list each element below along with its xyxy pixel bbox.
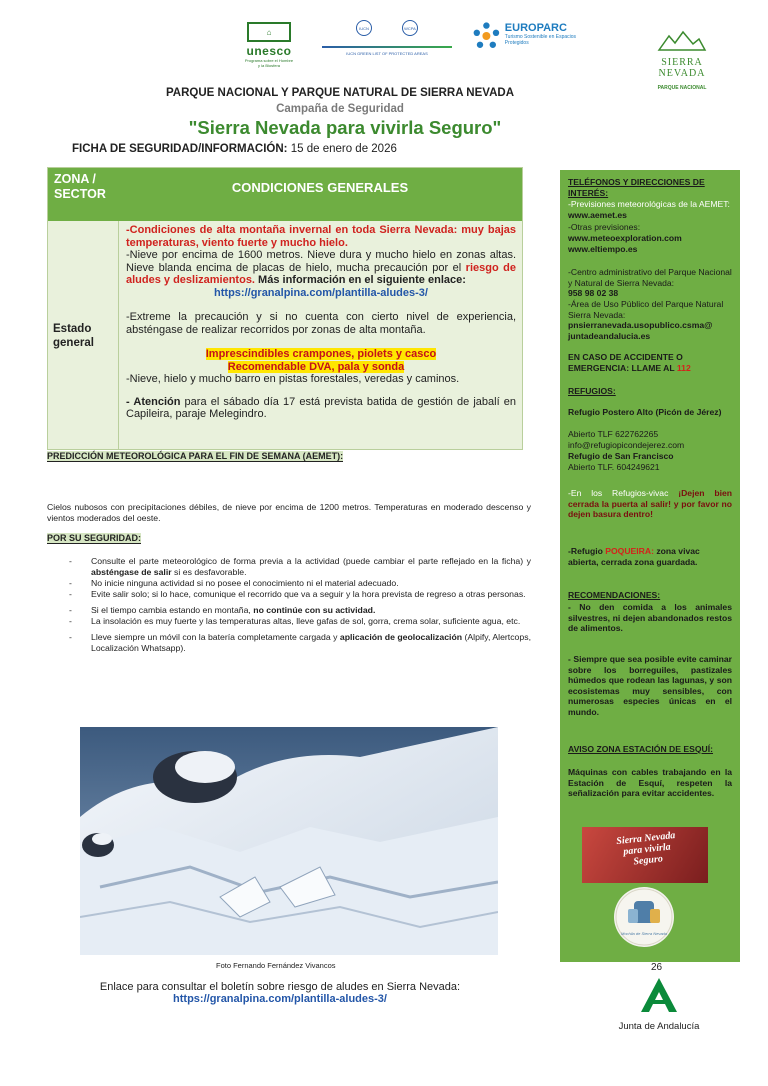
uso-publico-label: -Área de Uso Público del Parque Natural Sierra Nevada: xyxy=(568,299,724,320)
ski-notice-title-text: AVISO ZONA ESTACIÓN DE ESQUÍ: xyxy=(568,744,713,754)
unesco-logo-sub: Programa sobre el Hombre y la Biosfera xyxy=(244,58,294,68)
table-header xyxy=(48,168,522,221)
wcpa-logo-mark: WCPA xyxy=(402,20,418,36)
otras-label: -Otras previsiones: xyxy=(568,222,641,232)
aemet-link[interactable]: www.aemet.es xyxy=(568,209,627,220)
mountain-icon xyxy=(657,30,707,52)
junta-andalucia-text: Junta de Andalucía xyxy=(618,1021,700,1032)
ficha-date: 15 de enero de 2026 xyxy=(290,143,397,155)
sierra-nevada-logo xyxy=(652,30,712,91)
temple-icon: ⌂ xyxy=(247,22,291,42)
weather-forecast-title-text: PREDICCIÓN METEOROLÓGICA PARA EL FIN DE SEMANA (AEMET): xyxy=(47,451,344,461)
campaign-badge-photo xyxy=(582,827,708,883)
safety-item-text: si es desfavorable. xyxy=(171,567,247,577)
snow-conditions-paragraph xyxy=(126,249,516,287)
ski-notice-title xyxy=(568,744,732,755)
safety-item-text: La insolación es muy fuerte y las temperaturas altas, lleve gafas de sol, gorra, crema solar, suficiente agua, etc. xyxy=(91,616,521,626)
campaign-title: Campaña de Seguridad xyxy=(276,103,404,115)
sidebar-phones-title-text: TELÉFONOS Y DIRECCIONES DE INTERÉS: xyxy=(568,177,705,198)
poqueira-label: -Refugio xyxy=(568,546,606,556)
table-conditions-cell xyxy=(119,221,522,449)
avalanche-bulletin-link[interactable]: https://granalpina.com/plantilla-aludes-3/ xyxy=(214,286,428,299)
emergency-number: 112 xyxy=(676,362,691,373)
safety-title-text: POR SU SEGURIDAD: xyxy=(47,533,142,543)
safety-item-text: No inicie ninguna actividad si no posee el conocimiento ni el material adecuado. xyxy=(91,578,399,588)
refugio-postero-alto-email[interactable]: info@refugiopicondejerez.com xyxy=(568,440,685,450)
weather-forecast-text: Cielos nubosos con precipitaciones débiles, de nieve por encima de 1200 metros. Temperaturas en moderado descenso y vientos moderados del oeste. xyxy=(47,502,531,523)
sierra-nevada-line-1: SIERRA xyxy=(661,57,703,68)
ski-notice-text: Máquinas con cables trabajando en la Estación de Esquí, respeten la señalización para evitar accidentes. xyxy=(568,767,732,798)
conditions-table xyxy=(47,167,523,450)
safety-item-bold: absténgase de salir xyxy=(91,567,172,577)
europarc-star-icon xyxy=(472,18,501,54)
aemet-label: -Previsiones meteorológicas de la AEMET: xyxy=(568,199,730,209)
centro-label: -Centro administrativo del Parque Nacional y Natural de Sierra Nevada: xyxy=(568,267,732,288)
sierra-nevada-line-2: NEVADA xyxy=(658,68,706,79)
safety-item-text: Lleve siempre un móvil con la batería completamente cargada y xyxy=(91,632,340,642)
alert-high-mountain: -Condiciones de alta montaña invernal en toda Sierra Nevada: muy bajas temperaturas, viento fuerte y mucho hielo. xyxy=(126,224,516,249)
uso-publico-email[interactable]: pnsierranevada.usopublico.csma@ juntadeandalucia.es xyxy=(568,320,713,341)
refugio-san-francisco-phone: Abierto TLF. 604249621 xyxy=(568,462,660,472)
vivac-notice-text: ¡Dejen bien cerrada la puerta al salir! y por favor no dejen basura dentro! xyxy=(568,488,732,519)
safety-title xyxy=(47,533,141,543)
hunting-notice-label: - Atención xyxy=(126,395,181,408)
snow-slope-illustration xyxy=(80,727,498,955)
safety-item-text: Si el tiempo cambia estando en montaña, xyxy=(91,605,254,615)
row-label-estado-general: Estado general xyxy=(53,323,94,349)
list-item: - Evite salir solo; si lo hace, comunique el recorrido que va a seguir y la hora prevista de regreso a otras personas. xyxy=(69,589,531,600)
iucn-logo-mark: IUCN xyxy=(356,20,372,36)
more-info-text: Más información en el siguiente enlace: xyxy=(255,274,466,286)
table-row-label-cell xyxy=(48,221,119,449)
hunting-notice-paragraph xyxy=(126,396,516,421)
photo-caption: Foto Fernando Fernández Vivancos xyxy=(216,961,336,970)
eltiempo-link[interactable]: www.eltiempo.es xyxy=(568,244,638,254)
safety-list xyxy=(69,556,531,654)
recommendations-title-text: RECOMENDACIONES: xyxy=(568,590,661,600)
iucn-caption: IUCN GREEN LIST OF PROTECTED AREAS xyxy=(346,51,428,56)
centro-phone: 958 98 02 38 xyxy=(568,288,619,298)
safety-item-bold: no continúe con su actividad. xyxy=(253,605,376,615)
recommendation-borreguiles: - Siempre que sea posible evite caminar sobre los borreguiles, pastizales húmedos que rodean las lagunas, y son ecosistemas muy sensibles, con numerosas especies únicas en el mundo. xyxy=(568,654,732,717)
snow-avalanche-photo xyxy=(80,727,498,955)
contacts-sidebar xyxy=(560,170,740,962)
campaign-slogan: "Sierra Nevada para vivirla Seguro" xyxy=(188,117,502,138)
list-item: - Lleve siempre un móvil con la batería completamente cargada y aplicación de geolocalización (Alpify, Alertcops, Localización Whatsapp). xyxy=(69,632,531,653)
safety-item-text: Consulte el parte meteorológico de forma previa a la actividad (puede cambiar el parte reflejado en la ficha) y xyxy=(91,556,531,566)
refugio-postero-alto-phone: Abierto TLF 622762265 xyxy=(568,429,659,439)
safety-item-text: Evite salir solo; si lo hace, comunique el recorrido que va a seguir y la hora prevista de regreso a otras personas. xyxy=(91,589,526,599)
backpack-icon xyxy=(614,887,674,947)
bulletin-link[interactable]: https://granalpina.com/plantilla-aludes-3/ xyxy=(173,993,387,1005)
snow-conditions-text: -Nieve por encima de 1600 metros. Nieve dura y mucho hielo en zonas altas. Nieve blanda encima de placas de hielo, mucha precaución por el xyxy=(126,249,516,274)
list-item: - No inicie ninguna actividad si no posee el conocimiento ni el material adecuado. xyxy=(69,578,531,589)
safety-item-text: (Alpify, Alertcops, Localización Whatsapp). xyxy=(91,632,531,653)
mochila-stamp xyxy=(614,887,674,947)
recommendations-title xyxy=(568,590,732,601)
iucn-green-list-logo xyxy=(322,20,452,56)
unesco-logo xyxy=(244,22,294,68)
weather-forecast-title xyxy=(47,451,343,461)
list-item: - La insolación es muy fuerte y las temperaturas altas, lleve gafas de sol, gorra, crema solar, suficiente agua, etc. xyxy=(69,616,531,627)
precaution-paragraph: -Extreme la precaución y si no cuenta con cierto nivel de experiencia, absténgase de realizar recorridos por zonas de alta montaña. xyxy=(126,311,516,336)
vivac-notice-label: -En los Refugios-vivac xyxy=(568,488,679,498)
meteoexploration-link[interactable]: www.meteoexploration.com xyxy=(568,233,682,243)
mochila-stamp-text: Mochila de Sierra Nevada xyxy=(620,931,668,936)
equipment-recommended-highlight: Recomendable DVA, pala y sonda xyxy=(227,360,405,373)
vivac-notice xyxy=(568,488,732,520)
sierra-nevada-subtitle: PARQUE NACIONAL xyxy=(657,85,707,91)
poqueira-name: POQUEIRA: xyxy=(605,546,654,556)
list-item: - Si el tiempo cambia estando en montaña, no continúe con su actividad. xyxy=(69,605,376,615)
green-list-stripe xyxy=(322,46,452,48)
europarc-subtitle: Turismo Sostenible en Espacios Protegidos xyxy=(504,34,577,46)
emergency-line xyxy=(568,352,732,373)
refugio-san-francisco: Refugio de San Francisco xyxy=(568,451,674,461)
column-header-condiciones: CONDICIONES GENERALES xyxy=(231,180,409,195)
poqueira-text: zona vivac abierta, cerrada zona guardada. xyxy=(568,546,700,567)
list-item: - Consulte el parte meteorológico de forma previa a la actividad (puede cambiar el parte reflejado en la ficha) y absténgase de salir si es desfavorable. xyxy=(69,556,531,577)
avalanche-risk-text: riesgo de aludes y deslizamientos. xyxy=(126,261,516,286)
sidebar-phones-title xyxy=(568,177,732,198)
park-title: PARQUE NACIONAL Y PARQUE NATURAL DE SIERRA NEVADA xyxy=(165,87,514,99)
hunting-notice-text: para el sábado día 17 está prevista batida de gestión de jabalí en Capileira, paraje Melegindro. xyxy=(126,395,516,420)
europarc-title: EUROPARC xyxy=(504,22,567,34)
equipment-required-highlight: Imprescindibles crampones, piolets y casco xyxy=(205,348,437,360)
page-number: 26 xyxy=(651,962,663,973)
tracks-conditions-paragraph: -Nieve, hielo y mucho barro en pistas forestales, veredas y caminos. xyxy=(126,373,460,385)
recommendation-animals: - No den comida a los animales silvestres, ni dejen abandonados restos de alimentos. xyxy=(568,602,732,633)
ficha-label: FICHA DE SEGURIDAD/INFORMACIÓN: xyxy=(72,143,288,155)
junta-a-icon xyxy=(639,976,679,1014)
unesco-logo-text: unesco xyxy=(246,44,292,58)
refugios-title xyxy=(568,386,732,397)
safety-item-bold: aplicación de geolocalización xyxy=(339,632,463,642)
emergency-text: EN CASO DE ACCIDENTE O EMERGENCIA: LLAME AL xyxy=(568,352,683,373)
ficha-line xyxy=(72,143,397,155)
bulletin-link-label: Enlace para consultar el boletín sobre riesgo de aludes en Sierra Nevada: xyxy=(99,981,461,993)
refugio-postero-alto: Refugio Postero Alto (Picón de Jérez) xyxy=(568,407,722,417)
column-header-zona: ZONA / SECTOR xyxy=(54,172,106,201)
poqueira-notice xyxy=(568,546,732,567)
aemet-line xyxy=(568,199,732,220)
refugios-title-text: REFUGIOS: xyxy=(568,386,616,396)
campaign-badge-text: Sierra Nevada para vivirla Seguro xyxy=(615,829,676,868)
junta-andalucia-logo xyxy=(614,976,704,1032)
europarc-logo xyxy=(472,18,582,54)
